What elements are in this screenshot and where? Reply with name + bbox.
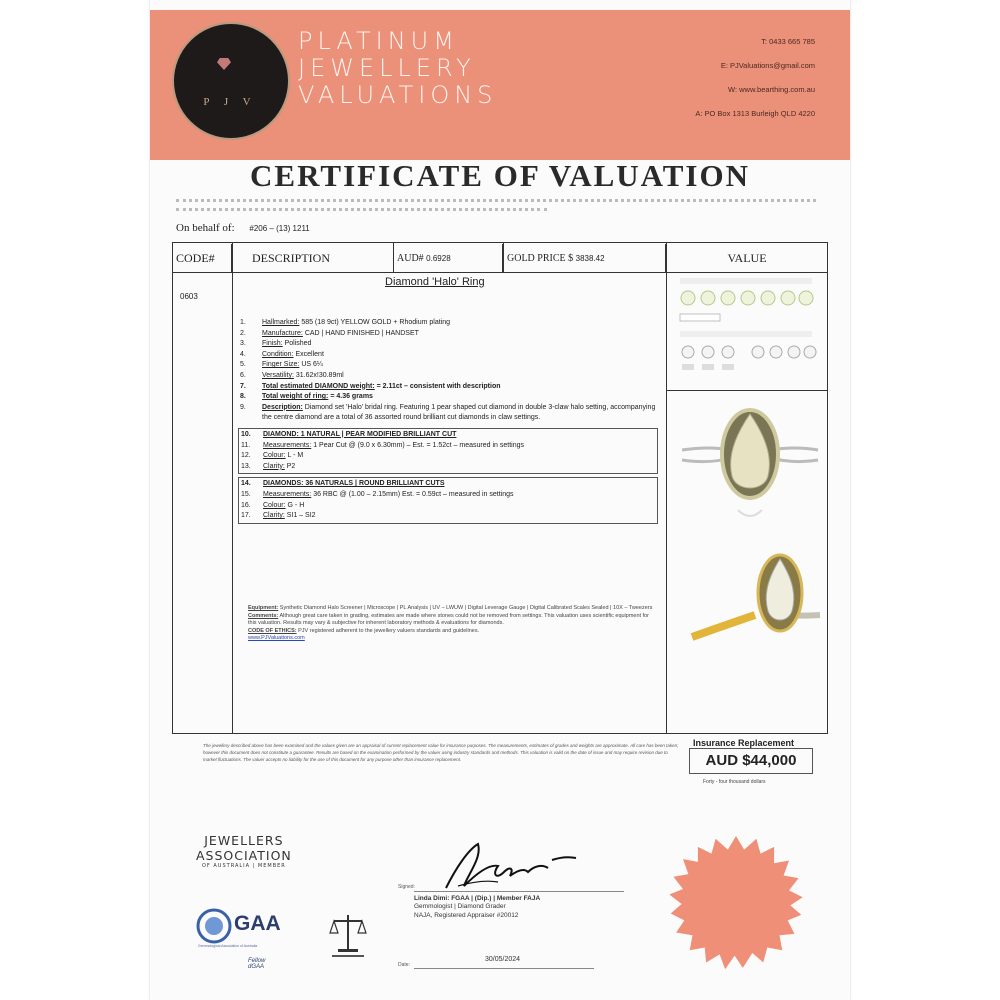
column-divider bbox=[666, 242, 667, 734]
document-title: CERTIFICATE OF VALUATION bbox=[250, 158, 750, 193]
brand-line: PLATINUM bbox=[298, 27, 459, 55]
date-label: Date: bbox=[398, 962, 410, 968]
section-heading: 10. DIAMOND: 1 NATURAL | PEAR MODIFIED BRILLIANT CUT bbox=[241, 430, 457, 438]
header-gold-price: GOLD PRICE $ 3838.42 bbox=[503, 244, 666, 272]
comments-note: Comments: Although great care taken in grading, estimates are made where stones could not be removed from settings. This valuation uses scientific equipment for this valuation. Results may vary & subjective for inherent laboratory methods & evaluations for diamonds. bbox=[248, 612, 650, 627]
contact-email: E: PJValuations@gmail.com bbox=[720, 61, 815, 70]
list-item: 8. Total weight of ring: = 4.36 grams bbox=[240, 393, 373, 401]
disclaimer: The jewellery described above has been examined and the values given are an appraisal of current replacement value for insurance purposes. The measurements, estimates of grades and weights are approximate. All care has been taken; however this document does not constitute a guarantee. Results are based on the examination performed by the valuer using industry standards and methods. This valuation is valid on the date of issue and may require revision due to market fluctuations. The valuer accepts no liability for the use of this document for any purpose other than insurance replacement. bbox=[203, 743, 679, 762]
logo-initials: P J V bbox=[203, 96, 257, 108]
equipment-note: Equipment: Synthetic Diamond Halo Screener | Microscope | PL Analysis | UV – LWUW | Digital Leverage Gauge | Digital Calibrated Scales Sealed | 10X – Tweezers bbox=[248, 605, 653, 611]
gaa-emblem-icon bbox=[196, 908, 232, 944]
list-item: 11. Measurements: 1 Pear Cut @ (9.0 x 6.30mm) – Est. = 1.52ct – measured in settings bbox=[241, 441, 524, 449]
list-item: 5. Finger Size: US 6¼ bbox=[240, 361, 323, 369]
list-item: 15. Measurements: 36 RBC @ (1.00 – 2.15mm) Est. = 0.59ct – measured in settings bbox=[241, 490, 514, 498]
signed-label: Signed: bbox=[398, 884, 415, 890]
ring-top-view bbox=[680, 398, 820, 528]
brand-line: VALUATIONS bbox=[298, 81, 498, 109]
item-code: 0603 bbox=[180, 292, 198, 301]
contact-phone: T: 0433 665 785 bbox=[761, 37, 815, 46]
brand-name bbox=[298, 28, 497, 109]
list-item: 13. Clarity: P2 bbox=[241, 462, 296, 470]
list-item: 4. Condition: Excellent bbox=[240, 350, 324, 358]
on-behalf-value: #206 – (13) 1211 bbox=[249, 224, 310, 233]
insurance-label: Insurance Replacement bbox=[693, 738, 795, 748]
brand-line: JEWELLERY bbox=[298, 54, 476, 82]
section-heading: 14. DIAMONDS: 36 NATURALS | ROUND BRILLIANT CUTS bbox=[241, 480, 445, 488]
date-line bbox=[414, 968, 594, 969]
scales-icon bbox=[328, 911, 368, 959]
insurance-value: AUD $44,000 bbox=[689, 748, 813, 774]
logo bbox=[172, 22, 290, 140]
contact-website: W: www.bearthing.com.au bbox=[728, 85, 815, 94]
signature-line bbox=[414, 891, 624, 892]
value-divider bbox=[666, 390, 828, 391]
list-item: 9. Description: Diamond set 'Halo' bridal ring. Featuring 1 pear shaped cut diamond in double 3-claw halo setting, accompanying the centre diamond are a total of 36 assorted round brilliant cut diamonds in claw settings. bbox=[240, 403, 656, 422]
signature bbox=[438, 838, 588, 896]
on-behalf-label: On behalf of: bbox=[176, 222, 235, 234]
list-item: 12. Colour: L - M bbox=[241, 452, 304, 460]
list-item: 17. Clarity: SI1 – SI2 bbox=[241, 512, 316, 520]
header-code: CODE# bbox=[172, 244, 232, 272]
diamond-section-1 bbox=[238, 428, 658, 474]
diamond-section-2 bbox=[238, 477, 658, 523]
ring-side-view bbox=[680, 545, 826, 655]
table-header-divider bbox=[172, 272, 828, 273]
list-item: 7. Total estimated DIAMOND weight: = 2.11ct – consistent with description bbox=[240, 382, 501, 390]
list-item: 2. Manufacture: CAD | HAND FINISHED | HANDSET bbox=[240, 329, 419, 337]
jewellers-association-logo: JEWELLERS ASSOCIATION OF AUSTRALIA | MEMBER bbox=[196, 833, 292, 869]
insurance-words: Forty - four thousand dollars bbox=[703, 779, 766, 785]
intro-text bbox=[176, 197, 816, 214]
list-item: 1. Hallmarked: 585 (18 9ct) YELLOW GOLD + Rhodium plating bbox=[240, 319, 451, 326]
contact-address: A: PO Box 1313 Burleigh QLD 4220 bbox=[695, 109, 815, 118]
notes-section bbox=[248, 605, 658, 643]
header-value: VALUE bbox=[727, 250, 767, 265]
list-item: 6. Versatility: 31.62x!30.89ml bbox=[240, 371, 344, 379]
list-item: 3. Finish: Polished bbox=[240, 340, 312, 348]
column-divider bbox=[232, 242, 233, 734]
date-value: 30/05/2024 bbox=[485, 956, 521, 963]
diamond-grading-chart bbox=[672, 276, 822, 386]
header-description: DESCRIPTION bbox=[252, 250, 331, 265]
appraiser-details: Linda Dimi: FGAA | (Dip.) | Member FAJA Gemmologist | Diamond Grader NAJA, Registered Appraiser #20012 bbox=[414, 895, 541, 919]
list-item: 16. Colour: G - H bbox=[241, 501, 305, 509]
ethics-note: CODE OF ETHICS: PJV registered adherent to the jewellery valuers standards and guidelines. bbox=[248, 627, 480, 634]
description-list bbox=[240, 318, 658, 524]
header-aud: AUD# 0.6928 bbox=[393, 244, 503, 272]
ring-title: Diamond 'Halo' Ring bbox=[385, 276, 485, 288]
website-link[interactable]: www.PJValuations.com bbox=[248, 635, 305, 642]
on-behalf bbox=[176, 222, 310, 234]
contact-details bbox=[695, 30, 815, 126]
